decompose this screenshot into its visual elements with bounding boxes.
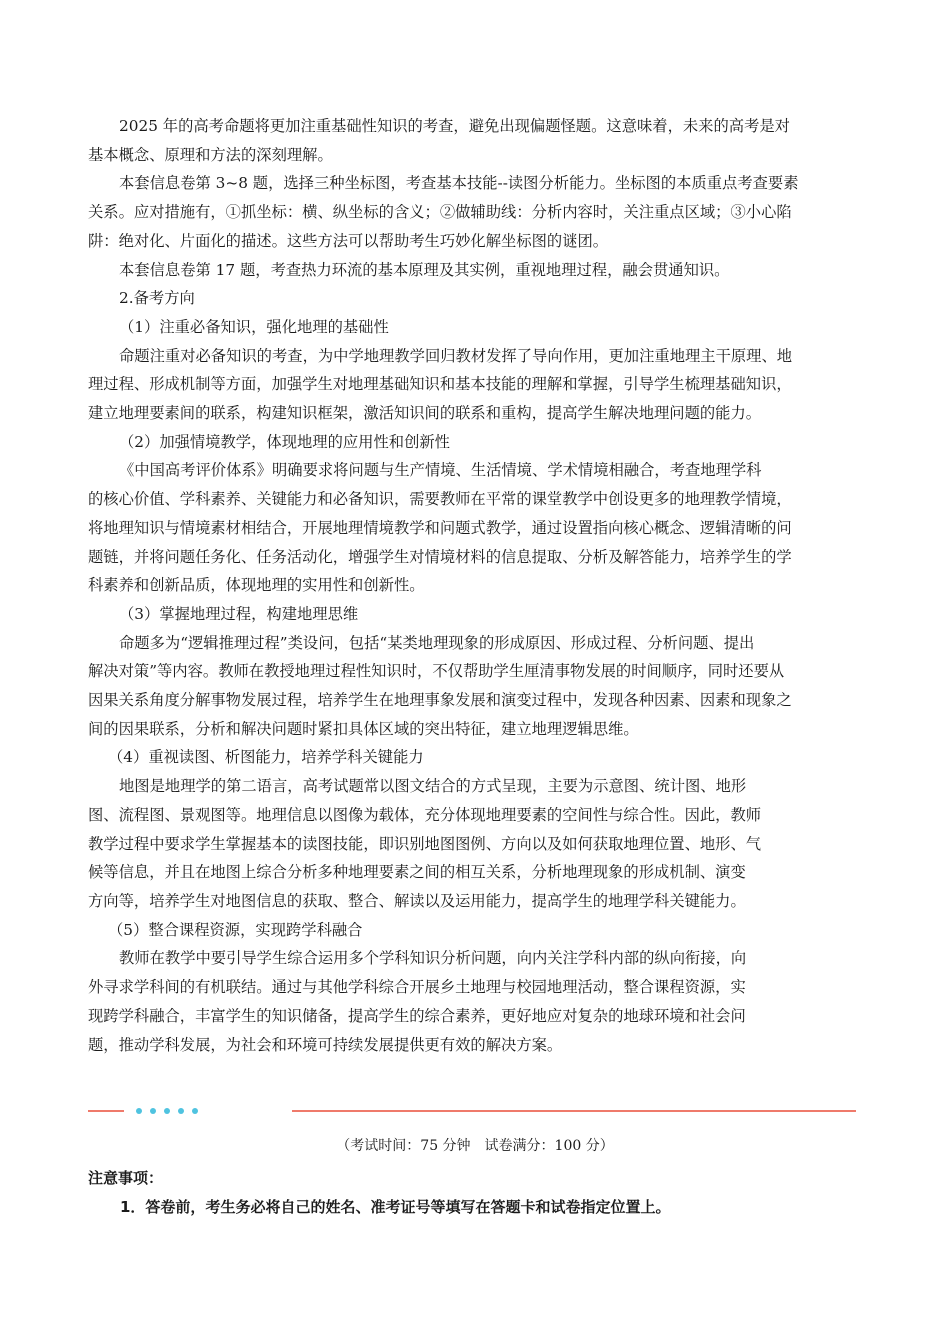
subsection-heading: （3）掌握地理过程，构建地理思维 bbox=[119, 604, 359, 623]
paragraph-line: 地图是地理学的第二语言，高考试题常以图文结合的方式呈现，主要为示意图、统计图、地形 bbox=[119, 777, 747, 796]
subsection-heading: （1）注重必备知识，强化地理的基础性 bbox=[119, 317, 389, 336]
document-body bbox=[88, 112, 860, 1059]
paragraph-line: 候等信息，并且在地图上综合分析多种地理要素之间的相互关系，分析地理现象的形成机制、演变 bbox=[88, 863, 746, 882]
paragraph-line: 题，推动学科发展，为社会和环境可持续发展提供更有效的解决方案。 bbox=[88, 1035, 563, 1054]
subsection-heading: （5）整合课程资源，实现跨学科融合 bbox=[108, 920, 363, 939]
subsection-heading: （2）加强情境教学，体现地理的应用性和创新性 bbox=[119, 432, 450, 451]
divider-dot bbox=[136, 1108, 142, 1114]
paragraph-line: 命题多为“逻辑推理过程”类设问，包括“某类地理现象的形成原因、形成过程、分析问题、提出 bbox=[119, 633, 755, 652]
exam-time-info: （考试时间：75 分钟 试卷满分：100 分） bbox=[336, 1138, 614, 1154]
paragraph-line: 关系。应对措施有，①抓坐标：横、纵坐标的含义；②做辅助线：分析内容时，关注重点区域；③小心陷 bbox=[88, 203, 792, 222]
paragraph-line: 科素养和创新品质，体现地理的实用性和创新性。 bbox=[88, 576, 425, 595]
paragraph-line: 基本概念、原理和方法的深刻理解。 bbox=[88, 145, 333, 164]
divider-dot bbox=[192, 1108, 198, 1114]
paragraph-line: 外寻求学科间的有机联结。通过与其他学科综合开展乡土地理与校园地理活动，整合课程资源，实 bbox=[88, 978, 746, 997]
subsection-heading: （4）重视读图、析图能力，培养学科关键能力 bbox=[108, 748, 424, 767]
section-heading: 2.备考方向 bbox=[119, 289, 195, 308]
section-divider bbox=[88, 1109, 856, 1113]
paragraph-line: 解决对策”等内容。教师在教授地理过程性知识时，不仅帮助学生厘清事物发展的时间顺序，同时还要从 bbox=[88, 662, 785, 681]
divider-dot bbox=[164, 1108, 170, 1114]
paragraph-line: 《中国高考评价体系》明确要求将问题与生产情境、生活情境、学术情境相融合，考查地理学科 bbox=[119, 461, 762, 480]
paragraph-line: 本套信息卷第 17 题，考查热力环流的基本原理及其实例，重视地理过程，融会贯通知识。 bbox=[119, 260, 730, 279]
divider-dot bbox=[150, 1108, 156, 1114]
paragraph-line: 方向等，培养学生对地图信息的获取、整合、解读以及运用能力，提高学生的地理学科关键能力。 bbox=[88, 891, 746, 910]
paragraph-line: 因果关系角度分解事物发展过程，培养学生在地理事象发展和演变过程中，发现各种因素、因素和现象之 bbox=[88, 691, 792, 710]
paragraph-line: 教学过程中要求学生掌握基本的读图技能，即识别地图图例、方向以及如何获取地理位置、地形、气 bbox=[88, 834, 762, 853]
paragraph-line: 本套信息卷第 3~8 题，选择三种坐标图，考查基本技能--读图分析能力。坐标图的本质重点考查要素 bbox=[119, 174, 799, 193]
notice-item: 1．答卷前，考生务必将自己的姓名、准考证号等填写在答题卡和试卷指定位置上。 bbox=[120, 1198, 671, 1216]
paragraph-line: 的核心价值、学科素养、关键能力和必备知识，需要教师在平常的课堂教学中创设更多的地理教学情境， bbox=[88, 490, 792, 509]
paragraph-line: 理过程、形成机制等方面，加强学生对地理基础知识和基本技能的理解和掌握，引导学生梳理基础知识， bbox=[88, 375, 792, 394]
paragraph-line: 2025 年的高考命题将更加注重基础性知识的考查，避免出现偏题怪题。这意味着，未来的高考是对 bbox=[119, 117, 790, 135]
paragraph-line: 现跨学科融合，丰富学生的知识储备，提高学生的综合素养，更好地应对复杂的地球环境和社会问 bbox=[88, 1006, 746, 1025]
paragraph-line: 题链，并将问题任务化、任务活动化，增强学生对情境材料的信息提取、分析及解答能力，培养学生的学 bbox=[88, 547, 792, 566]
paragraph-line: 将地理知识与情境素材相结合，开展地理情境教学和问题式教学，通过设置指向核心概念、逻辑清晰的问 bbox=[88, 518, 792, 537]
paragraph-line: 建立地理要素间的联系，构建知识框架，激活知识间的联系和重构，提高学生解决地理问题的能力。 bbox=[88, 404, 762, 423]
divider-line-left bbox=[88, 1110, 124, 1112]
paragraph-line: 图、流程图、景观图等。地理信息以图像为载体，充分体现地理要素的空间性与综合性。因此，教师 bbox=[88, 805, 762, 824]
divider-dots bbox=[136, 1108, 198, 1114]
divider-line-right bbox=[292, 1110, 856, 1112]
paragraph-line: 间的因果联系，分析和解决问题时紧扣具体区域的突出特征，建立地理逻辑思维。 bbox=[88, 719, 639, 738]
paragraph-line: 命题注重对必备知识的考查，为中学地理教学回归教材发挥了导向作用，更加注重地理主干原理、地 bbox=[119, 346, 793, 365]
notice-title: 注意事项： bbox=[88, 1169, 164, 1187]
divider-dot bbox=[178, 1108, 184, 1114]
paragraph-line: 阱：绝对化、片面化的描述。这些方法可以帮助考生巧妙化解坐标图的谜团。 bbox=[88, 231, 609, 250]
paragraph-line: 教师在教学中要引导学生综合运用多个学科知识分析问题，向内关注学科内部的纵向衔接，向 bbox=[119, 949, 747, 968]
